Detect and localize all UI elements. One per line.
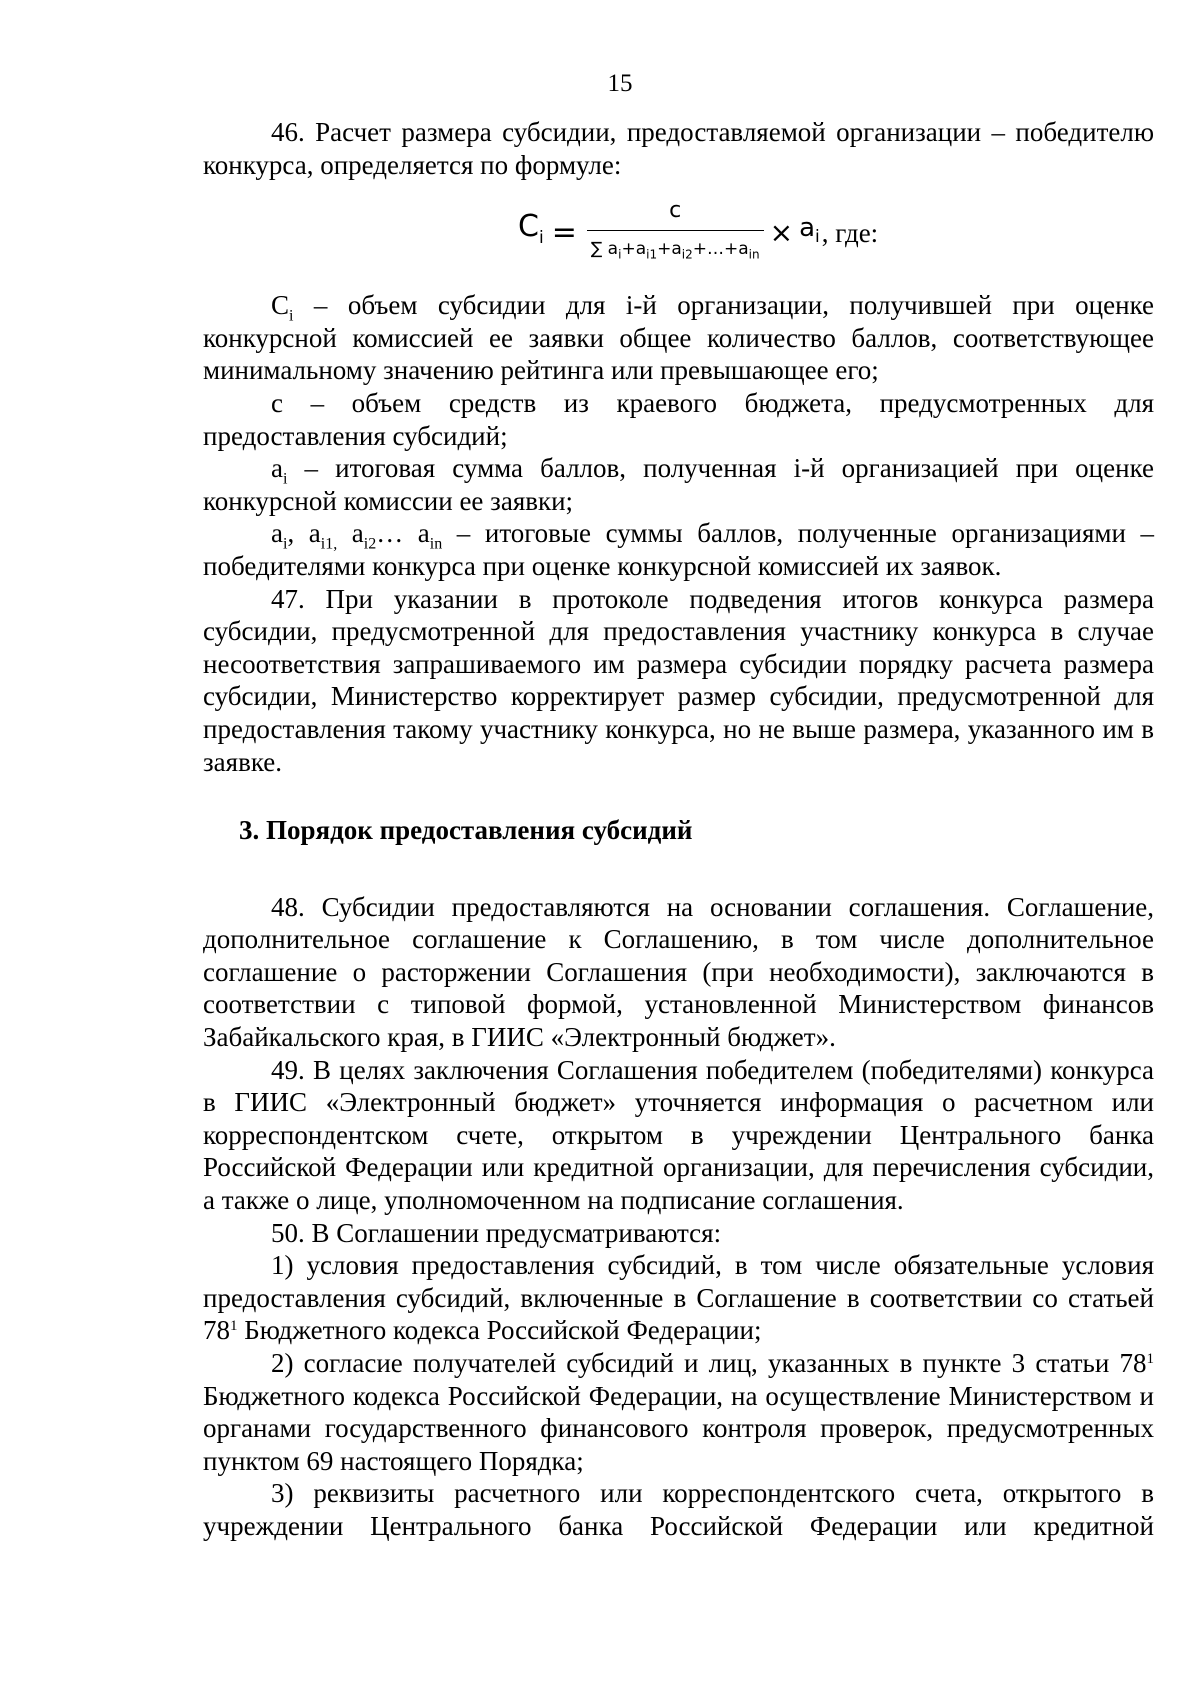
den-sub-2: i1 bbox=[646, 247, 658, 262]
def-ai-subscript: i bbox=[282, 470, 288, 488]
den-sub-1: i bbox=[618, 247, 622, 262]
paragraph-46: 46. Расчет размера субсидии, предоставляемой организации – победителю конкурса, определяется по формуле: bbox=[203, 117, 1154, 180]
item1-superscript: 1 bbox=[230, 1318, 238, 1335]
item2-superscript: 1 bbox=[1146, 1351, 1154, 1367]
formula-fraction bbox=[587, 195, 764, 271]
formula-lhs-symbol: C bbox=[518, 209, 539, 245]
definition-ai bbox=[203, 452, 1154, 517]
den-term-2: +a bbox=[621, 239, 647, 259]
def-sum-c3: … a bbox=[376, 518, 430, 549]
formula-expression bbox=[518, 197, 878, 269]
formula-ai-subscript: i bbox=[815, 227, 820, 248]
list-item-3: 3) реквизиты расчетного или корреспондентского счета, открытого в учреждении Центрального банка Российской Федерации или кредитной bbox=[203, 1478, 1154, 1541]
list-item-1 bbox=[203, 1249, 1154, 1347]
den-sum: ∑ a bbox=[590, 239, 619, 259]
def-sum-a1: a bbox=[271, 518, 283, 549]
section-heading: 3. Порядок предоставления субсидий bbox=[239, 815, 693, 846]
paragraph-47: 47. При указании в протоколе подведения итогов конкурса размера субсидии, предусмотренной для предоставления участнику конкурса в случае несоответствия запрашиваемого им размера субсидии порядку расчета размера субсидии, Министерство корректирует размер субсидии, предусмотренной для предоставления такому участнику конкурса, но не выше размера, указанного им в заявке. bbox=[203, 583, 1154, 777]
formula-lhs-subscript: i bbox=[538, 228, 544, 249]
def-ci-symbol: C bbox=[271, 290, 290, 321]
def-sum-c1: , a bbox=[287, 518, 321, 549]
den-sub-3: i2 bbox=[681, 247, 693, 262]
subsidy-formula bbox=[203, 197, 1154, 269]
formula-times: × bbox=[769, 215, 794, 249]
den-term-4: +…+a bbox=[692, 239, 749, 259]
def-sum-s1: i bbox=[282, 535, 288, 553]
def-ai-symbol: a bbox=[271, 453, 283, 484]
formula-ai bbox=[799, 212, 820, 254]
def-ai-text: – итоговая сумма баллов, полученная i-й организацией при оценке конкурсной комиссии ее заявки; bbox=[203, 453, 1154, 516]
def-ci-subscript: i bbox=[289, 307, 294, 325]
den-sub-4: in bbox=[748, 247, 760, 262]
def-sum-text: – итоговые суммы баллов, полученные организациями – победителями конкурса при оценке конкурсной комиссией их заявок. bbox=[203, 518, 1155, 581]
definition-c: c – объем средств из краевого бюджета, предусмотренных для предоставления субсидий; bbox=[203, 387, 1154, 451]
paragraph-50: 50. В Соглашении предусматриваются: bbox=[271, 1217, 722, 1248]
page-number: 15 bbox=[607, 70, 633, 97]
def-ci-text: – объем субсидии для i-й организации, получившей при оценке конкурсной комиссией ее заявки общее количество баллов, соответствующее минимальному значению рейтинга или превышающее его; bbox=[203, 290, 1154, 386]
item1-text-after: Бюджетного кодекса Российской Федерации; bbox=[237, 1315, 762, 1346]
def-sum-s3: i2 bbox=[363, 535, 377, 553]
den-term-3: +a bbox=[657, 239, 682, 259]
definition-ci bbox=[203, 289, 1154, 387]
def-sum-s4: in bbox=[429, 535, 443, 553]
paragraph-49: 49. В целях заключения Соглашения победителем (победителями) конкурса в ГИИС «Электронный бюджет» уточняется информация о расчетном или корреспондентском счете, открытом в учреждении Центрального банка Российской Федерации или кредитной организации, для перечисления субсидии, а также о лице, уполномоченном на подписание соглашения. bbox=[203, 1054, 1154, 1216]
paragraph-48: 48. Субсидии предоставляются на основании соглашения. Соглашение, дополнительное соглашение к Соглашению, в том числе дополнительное соглашение о расторжении Соглашения (при необходимости), заключаются в соответствии с типовой формой, установленной Министерством финансов Забайкальского края, в ГИИС «Электронный бюджет». bbox=[203, 891, 1154, 1053]
item1-text-before: 1) условия предоставления субсидий, в том числе обязательные условия предоставления субсидий, включенные в Соглашение в соответствии со статьей 78 bbox=[203, 1250, 1154, 1346]
formula-equals: = bbox=[551, 214, 577, 250]
list-item-2 bbox=[203, 1347, 1154, 1477]
formula-numerator: c bbox=[669, 198, 682, 224]
definition-sum bbox=[203, 517, 1154, 582]
formula-lhs bbox=[518, 211, 544, 255]
formula-ai-symbol: a bbox=[799, 213, 815, 244]
def-sum-s2: i1, bbox=[320, 535, 338, 553]
document-body bbox=[203, 116, 1154, 1543]
def-sum-c2: a bbox=[337, 518, 364, 549]
item2-text-before: 2) согласие получателей субсидий и лиц, указанных в пункте 3 статьи 78 bbox=[271, 1348, 1147, 1378]
formula-where: , где: bbox=[821, 217, 879, 248]
formula-denominator bbox=[587, 230, 764, 271]
item2-text-after: Бюджетного кодекса Российской Федерации, на осуществление Министерством и органами государственного финансового контроля проверок, предусмотренных пунктом 69 настоящего Порядка; bbox=[203, 1380, 1154, 1476]
